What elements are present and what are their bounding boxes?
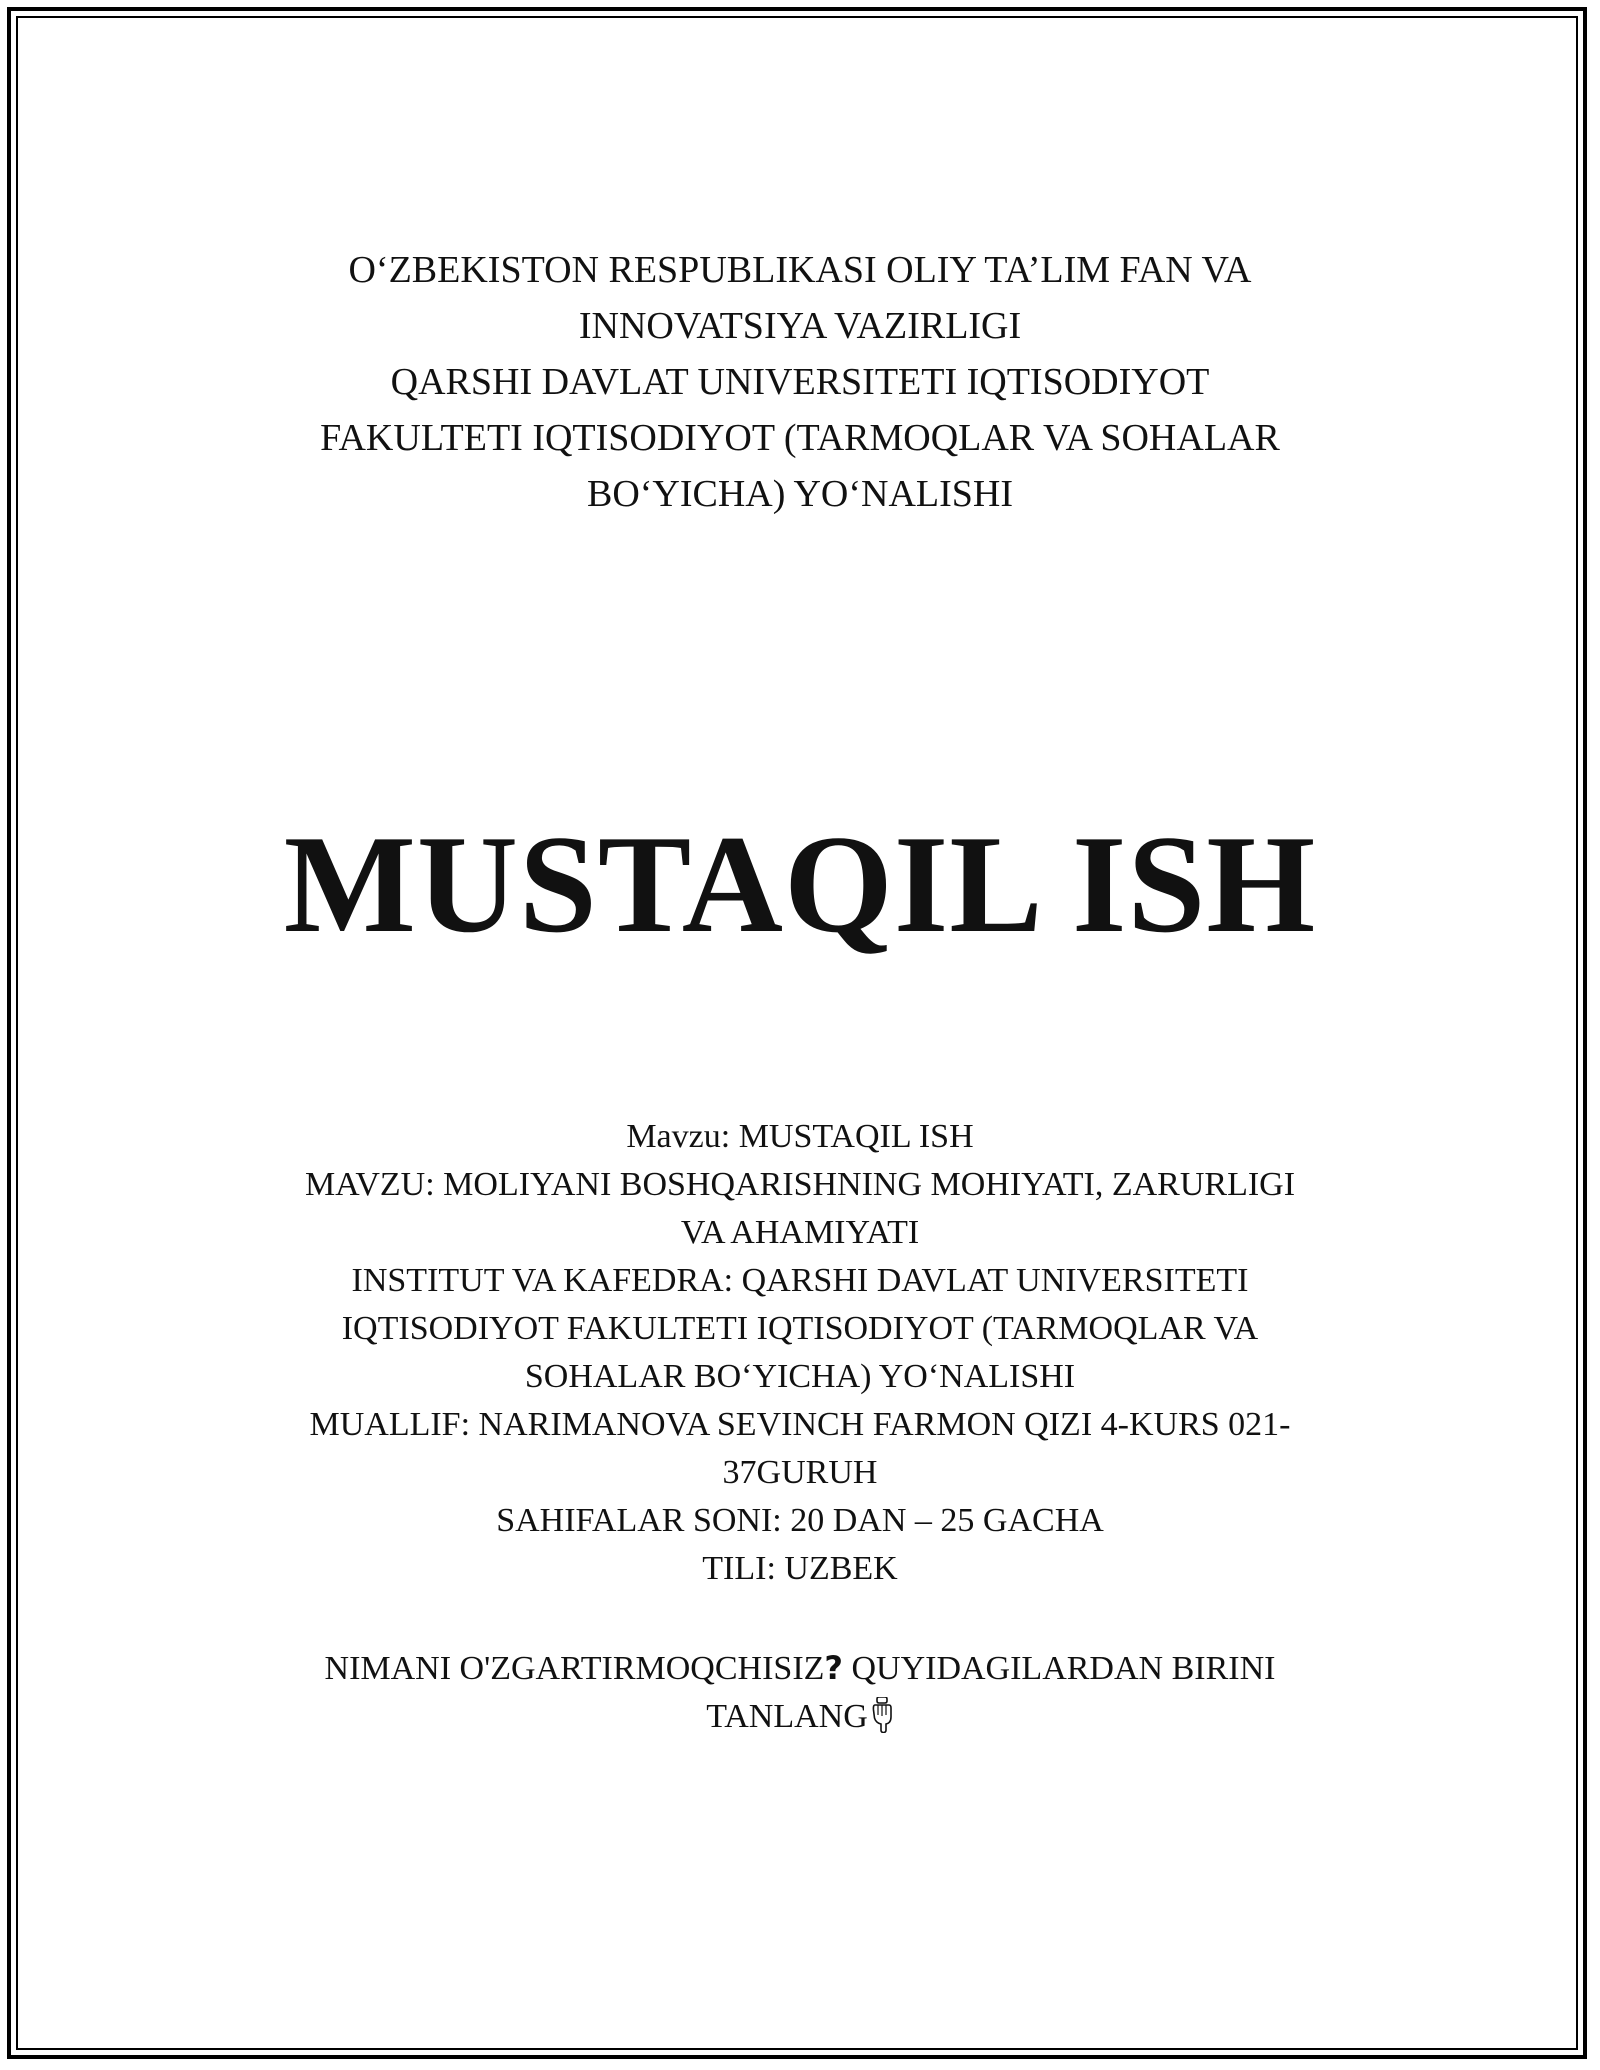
institution-header	[200, 242, 1400, 522]
question-mark-icon: ?	[824, 1649, 843, 1687]
details-line: Mavzu: MUSTAQIL ISH	[626, 1118, 974, 1155]
document-title: MUSTAQIL ISH	[283, 807, 1317, 962]
details-line: MAVZU: MOLIYANI BOSHQARISHNING MOHIYATI, ZARURLIGI	[304, 1166, 1296, 1203]
details-line: VA AHAMIYATI	[680, 1214, 920, 1251]
header-line: FAKULTETI IQTISODIYOT (TARMOQLAR VA SOHALAR	[320, 417, 1280, 459]
details-line: IQTISODIYOT FAKULTETI IQTISODIYOT (TARMOQLAR VA	[341, 1310, 1259, 1347]
details-line: 37GURUH	[722, 1454, 878, 1491]
header-line: O‘ZBEKISTON RESPUBLIKASI OLIY TA’LIM FAN VA	[348, 249, 1252, 291]
prompt-line-1	[200, 1644, 1400, 1693]
header-line: BO‘YICHA) YO‘NALISHI	[586, 473, 1014, 515]
prompt-text-tanlang: TANLANG	[706, 1698, 868, 1735]
prompt-line-2	[200, 1693, 1400, 1747]
details-line: SAHIFALAR SONI: 20 DAN – 25 GACHA	[496, 1502, 1104, 1539]
document-details	[200, 1113, 1400, 1593]
details-line: INSTITUT VA KAFEDRA: QARSHI DAVLAT UNIVERSITETI	[351, 1262, 1249, 1299]
header-line: INNOVATSIYA VAZIRLIGI	[578, 305, 1022, 347]
prompt-text-after: QUYIDAGILARDAN BIRINI	[842, 1650, 1276, 1687]
details-line: MUALLIF: NARIMANOVA SEVINCH FARMON QIZI 4-KURS 021-	[309, 1406, 1291, 1443]
pointing-down-icon	[870, 1697, 894, 1747]
prompt-text-before: NIMANI O'ZGARTIRMOQCHISIZ	[324, 1650, 825, 1687]
header-line: QARSHI DAVLAT UNIVERSITETI IQTISODIYOT	[390, 361, 1210, 403]
details-line: SOHALAR BO‘YICHA) YO‘NALISHI	[524, 1358, 1076, 1395]
details-line: TILI: UZBEK	[702, 1550, 898, 1587]
selection-prompt	[200, 1644, 1400, 1747]
